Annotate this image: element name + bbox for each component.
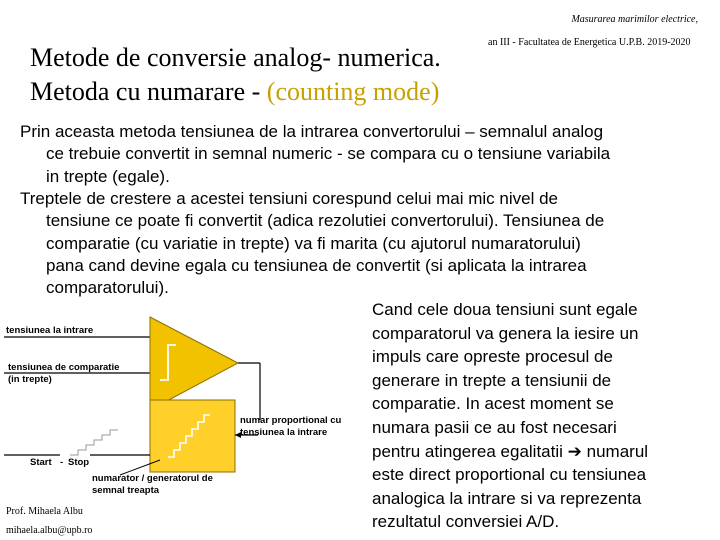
text-line: analogica la intrare si va reprezenta <box>372 488 642 508</box>
text-segment: numarul <box>586 441 649 461</box>
text-line: Treptele de crestere a acestei tensiuni corespund celui mai mic nivel de <box>20 189 558 208</box>
faculty-header: an III - Facultatea de Energetica U.P.B. 2019-2020 <box>488 37 691 48</box>
output-sublabel: tensiunea la intrare <box>240 427 328 438</box>
counter-label: numarator / generatorul de <box>92 473 213 484</box>
compare-voltage-sublabel: (in trepte) <box>8 374 52 385</box>
author-footer: Prof. Mihaela Albu <box>6 506 83 517</box>
text-line: impuls care opreste procesul de <box>372 347 613 367</box>
text-line: ce trebuie convertit in semnal numeric - se compara cu o tensiune variabila <box>46 144 611 164</box>
paragraph-result <box>372 298 648 534</box>
comparator-triangle <box>150 317 238 410</box>
text-line: pana cand devine egala cu tensiunea de convertit (si aplicata la intrarea <box>46 255 587 275</box>
title-accent: (counting mode) <box>266 77 440 106</box>
email-footer: mihaela.albu@upb.ro <box>6 525 93 536</box>
text-line: tensiune ce poate fi convertit (adica rezolutiei convertorului). Tensiunea de <box>46 211 605 231</box>
text-segment: pentru atingerea egalitatii <box>372 441 563 461</box>
compare-voltage-label: tensiunea de comparatie <box>8 362 120 373</box>
counter-sublabel: semnal treapta <box>92 485 160 496</box>
text-line: in trepte (egale). <box>46 166 170 186</box>
step-waveform-icon <box>70 430 118 455</box>
slide-title-line1: Metode de conversie analog- numerica. <box>30 43 441 72</box>
paragraph-intro <box>20 121 720 188</box>
slide-title-line2 <box>30 77 439 107</box>
text-line: comparatie. In acest moment se <box>372 394 614 414</box>
start-label: Start <box>30 457 52 468</box>
text-line: comparatorul va genera la iesire un <box>372 323 639 343</box>
input-voltage-label: tensiunea la intrare <box>6 325 94 336</box>
output-label: numar proportional cu <box>240 415 342 426</box>
start-arrow-icon: - <box>60 457 64 468</box>
title-main: Metoda cu numarare - <box>30 77 267 106</box>
text-line: comparatorului). <box>46 278 169 298</box>
text-line <box>372 440 648 464</box>
text-line: generare in trepte a tensiunii de <box>372 370 612 390</box>
course-header: Masurarea marimilor electrice, <box>571 14 698 25</box>
text-line: Cand cele doua tensiuni sunt egale <box>372 300 638 319</box>
paragraph-steps <box>20 188 720 299</box>
text-line: numara pasii ce au fost necesari <box>372 417 617 437</box>
converter-diagram <box>0 305 360 525</box>
text-line: comparatie (cu variatie in trepte) va fi marita (cu ajutorul numaratorului) <box>46 233 581 253</box>
right-arrow-icon: ➔ <box>567 441 582 461</box>
text-line: este direct proportional cu tensiunea <box>372 465 647 485</box>
text-line: rezultatul conversiei A/D. <box>372 512 560 532</box>
stop-label: Stop <box>68 457 90 468</box>
text-line: Prin aceasta metoda tensiunea de la intrarea convertorului – semnalul analog <box>20 122 604 141</box>
